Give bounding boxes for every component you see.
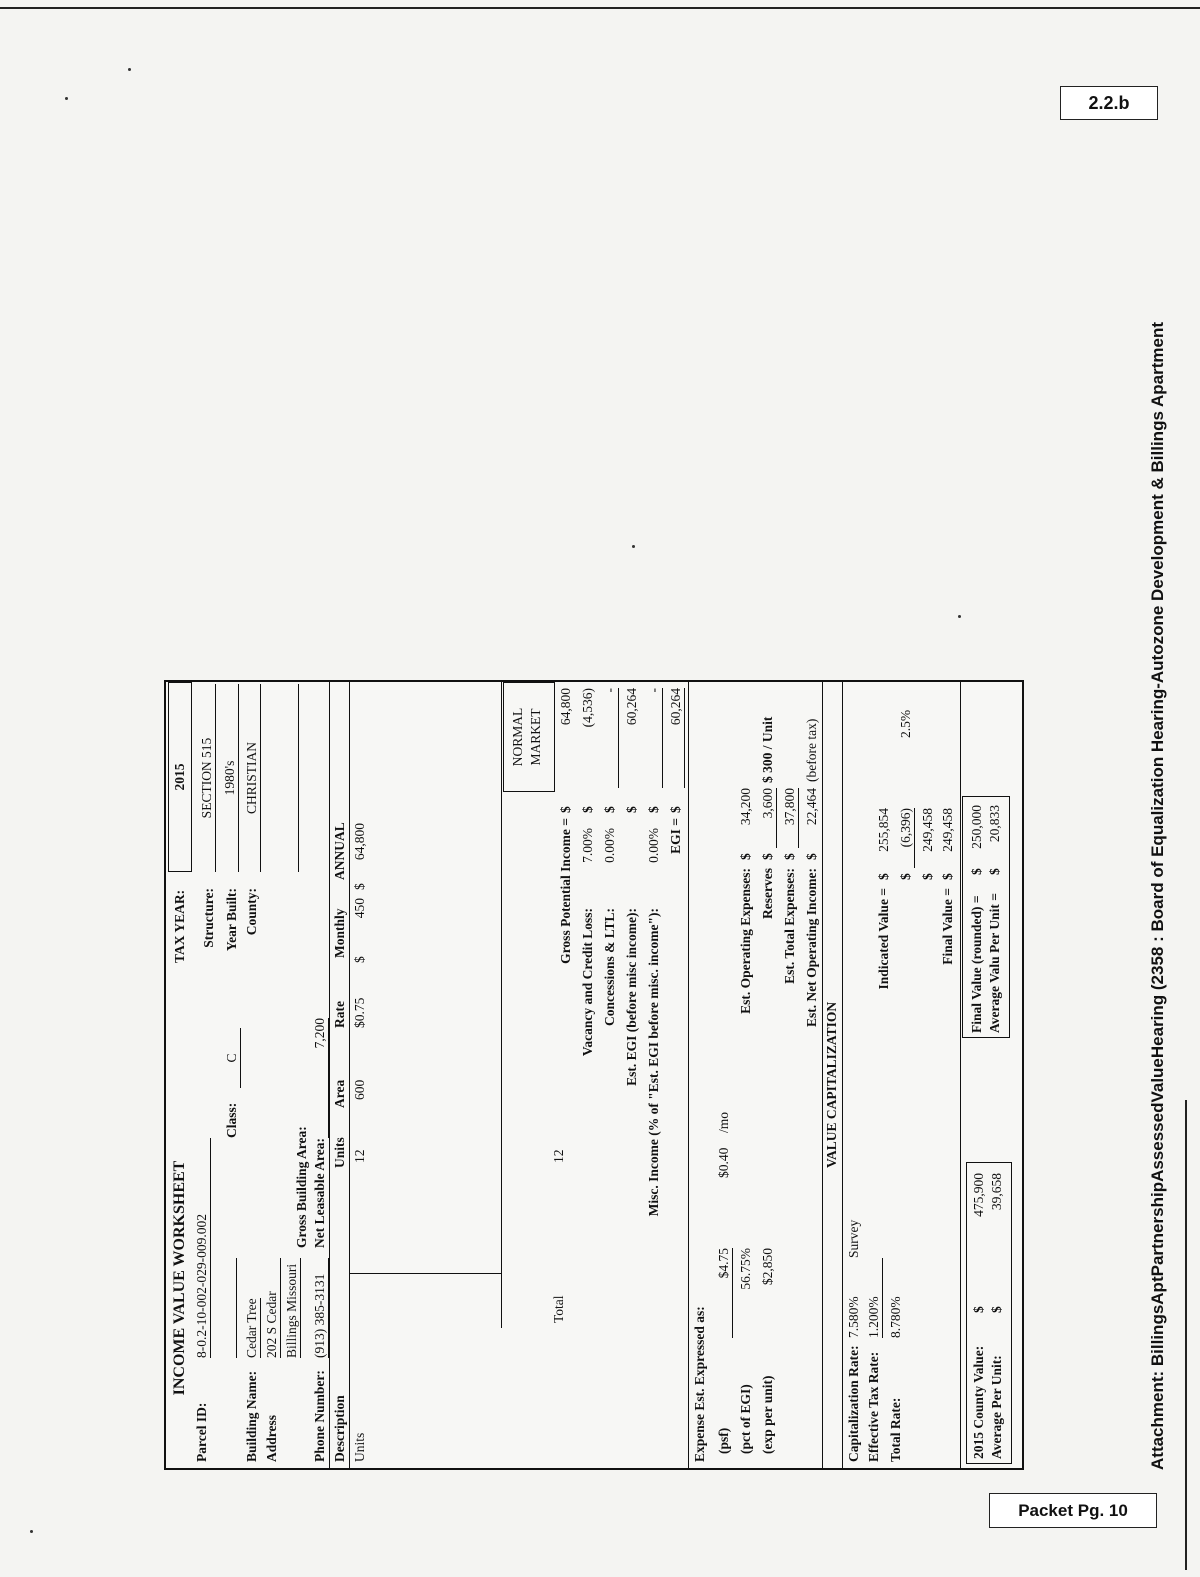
egi-currency: $ [668,806,683,813]
attachment-badge: 2.2.b [1060,86,1158,120]
market-line1: NORMAL [510,707,525,767]
final-value-label: Final Value = [940,888,955,965]
sub-currency: $ [920,873,935,880]
col-units: Units [332,1137,347,1168]
row-units: 12 [352,1149,367,1163]
rule [842,682,843,1468]
table-divider [349,1273,502,1274]
col-rate: Rate [332,1001,347,1028]
pct-egi-value: 56.75% [738,1248,753,1290]
total-units: 12 [551,1149,566,1163]
noi-value: 22,464 [804,788,819,826]
cap-rate-source: Survey [846,1219,861,1258]
vacancy-label: Vacancy and Credit Loss: [580,908,595,1057]
structure-label: Structure: [201,888,216,948]
row-monthly-currency: $ [352,956,367,963]
vacancy-value: (4,536) [580,688,595,728]
county-avg-currency: $ [989,1306,1004,1313]
avg-unit-currency: $ [987,868,1002,875]
est-egi-currency: $ [624,806,639,813]
rounded-label: Final Value (rounded) = [969,895,984,1033]
row-area: 600 [352,1079,367,1100]
col-annual: ANNUAL [332,822,347,880]
total-exp-currency: $ [782,853,797,860]
per-unit-label: (exp per unit) [760,1375,775,1454]
misc-income-currency: $ [646,806,661,813]
egi-label: EGI = [668,818,683,854]
per-month-label: /mo [716,1111,731,1133]
indicated-currency: $ [876,873,891,880]
class-label: Class: [224,1102,239,1138]
market-box [503,682,555,792]
misc-income-value: - [646,688,663,788]
row-annual: 64,800 [352,823,367,861]
indicated-value: 255,854 [876,808,891,852]
op-exp-label: Est. Operating Expenses: [738,868,753,1014]
top-rule [0,7,1200,9]
reserves-currency: $ [760,853,775,860]
noi-note: (before tax) [804,718,819,782]
est-egi-value: 60,264 [624,688,639,726]
col-description: Description [332,1395,347,1462]
row-rate: $0.75 [352,997,367,1028]
reserves-note: $ 300 / Unit [760,716,775,783]
address-label: Address [264,1414,279,1462]
rule [960,682,961,1468]
psf-value: $4.75 [716,1248,733,1338]
noi-currency: $ [804,853,819,860]
total-exp-label: Est. Total Expenses: [782,868,797,984]
total-rate-label: Total Rate: [888,1397,903,1462]
adj-value: (6,396) [898,808,915,868]
expense-header: Expense Est. Expressed as: [692,1306,707,1462]
total-exp-value: 37,800 [782,788,799,848]
county-avg-value: 39,658 [989,1173,1004,1211]
rule [501,682,502,1328]
tax-year-label: TAX YEAR: [172,889,187,963]
gross-building-area-label: Gross Building Area: [294,1126,309,1248]
concessions-value: - [602,688,619,788]
blank-line [222,1258,237,1358]
egi-value: 60,264 [668,688,685,788]
county-value: 475,900 [971,1173,986,1217]
final-rounded-box [962,796,1010,1038]
total-rate-value: 8.780% [888,1296,903,1338]
adj-currency: $ [898,873,913,880]
income-value-worksheet [164,680,1024,1470]
speck [958,615,961,618]
row-description: Units [352,1432,367,1462]
speck [128,68,131,71]
market-line2: MARKET [528,708,543,766]
rounded-value: 250,000 [969,805,984,849]
phone-label: Phone Number: [312,1370,327,1462]
county-label: County: [244,888,259,936]
final-value-currency: $ [940,873,955,880]
worksheet-title: INCOME VALUE WORKSHEET [171,1160,188,1396]
gpi-value: 64,800 [558,688,573,726]
worksheet-rotated [164,680,1024,1470]
tax-year-box [168,682,192,872]
net-leasable-area-value: 7,200 [312,1018,329,1138]
row-monthly: 450 [352,898,367,919]
packet-page-label: Packet Pg. 10 [989,1493,1157,1528]
sub-value: 249,458 [920,808,935,852]
vacancy-pct: 7.00% [580,828,595,863]
right-margin-rule [1185,1100,1187,1570]
indicated-label: Indicated Value = [876,888,891,990]
misc-income-label: Misc. Income (% of "Est. EGI before misc. income"): [646,908,661,1217]
concessions-label: Concessions & LTL: [602,908,617,1027]
phone-value: (913) 385-3131 [312,1258,329,1358]
rule [329,682,330,1468]
pct-egi-label: (pct of EGI) [738,1384,753,1454]
structure-value: SECTION 515 [199,684,216,872]
rule [822,682,823,1468]
rounded-currency: $ [969,868,984,875]
row-annual-currency: $ [352,883,367,890]
eff-tax-value: 1.200% [866,1258,883,1338]
blank-line [284,684,299,872]
reserves-value: 3,600 [760,788,777,848]
per-unit-value: $2,850 [760,1248,775,1286]
cap-rate-label: Capitalization Rate: [846,1345,861,1462]
attachment-footer: Attachment: BillingsAptPartnershipAssessedValueHearing (2358 : Board of Equalization Hearing-Autozone Development & Billings Apartment [1148,321,1167,1470]
concessions-currency: $ [602,806,617,813]
psf-label: (psf) [716,1427,731,1454]
value-cap-header: VALUE CAPITALIZATION [824,1001,839,1168]
gpi-label: Gross Potential Income = [558,818,573,964]
noi-label: Est. Net Operating Income: [804,868,819,1027]
concessions-pct: 0.00% [602,828,617,863]
tax-year-value: 2015 [172,763,187,791]
net-leasable-area-label: Net Leasable Area: [312,1138,327,1248]
parcel-id-label: Parcel ID: [194,1402,209,1462]
county-value: CHRISTIAN [244,684,261,872]
adj-pct: 2.5% [898,709,913,738]
parcel-id-value: 8-0.2-10-002-029-009.002 [194,1138,211,1358]
county-value-box [966,1162,1012,1464]
reserves-label: Reserves [760,868,775,919]
rule [349,682,350,1468]
address-line2: Billings Missouri [284,1258,301,1358]
misc-income-pct: 0.00% [646,828,661,863]
address-line1: 202 S Cedar [264,1258,281,1358]
avg-unit-value: 20,833 [987,805,1002,843]
year-built-value: 1980's [222,684,239,872]
county-value-label: 2015 County Value: [971,1345,986,1459]
col-monthly: Monthly [332,908,347,958]
speck [65,97,68,100]
vacancy-currency: $ [580,806,595,813]
gpi-currency: $ [558,806,573,813]
building-name-label: Building Name: [244,1370,259,1462]
eff-tax-label: Effective Tax Rate: [866,1351,881,1462]
psf-monthly: $0.40 [716,1147,731,1178]
est-egi-label: Est. EGI (before misc income): [624,908,639,1086]
final-value: 249,458 [940,808,955,852]
county-avg-label: Average Per Unit: [989,1355,1004,1459]
op-exp-value: 34,200 [738,788,753,826]
year-built-label: Year Built: [224,888,239,952]
op-exp-currency: $ [738,853,753,860]
cap-rate-value: 7.580% [846,1296,861,1338]
col-area: Area [332,1079,347,1108]
rule [688,682,689,1468]
total-label: Total [551,1295,566,1323]
county-value-currency: $ [971,1306,986,1313]
avg-unit-label: Average Valu Per Unit = [987,893,1002,1033]
speck [30,1530,33,1533]
building-name-value: Cedar Tree [244,1298,259,1358]
class-value: C [224,1028,241,1088]
speck [632,545,635,548]
